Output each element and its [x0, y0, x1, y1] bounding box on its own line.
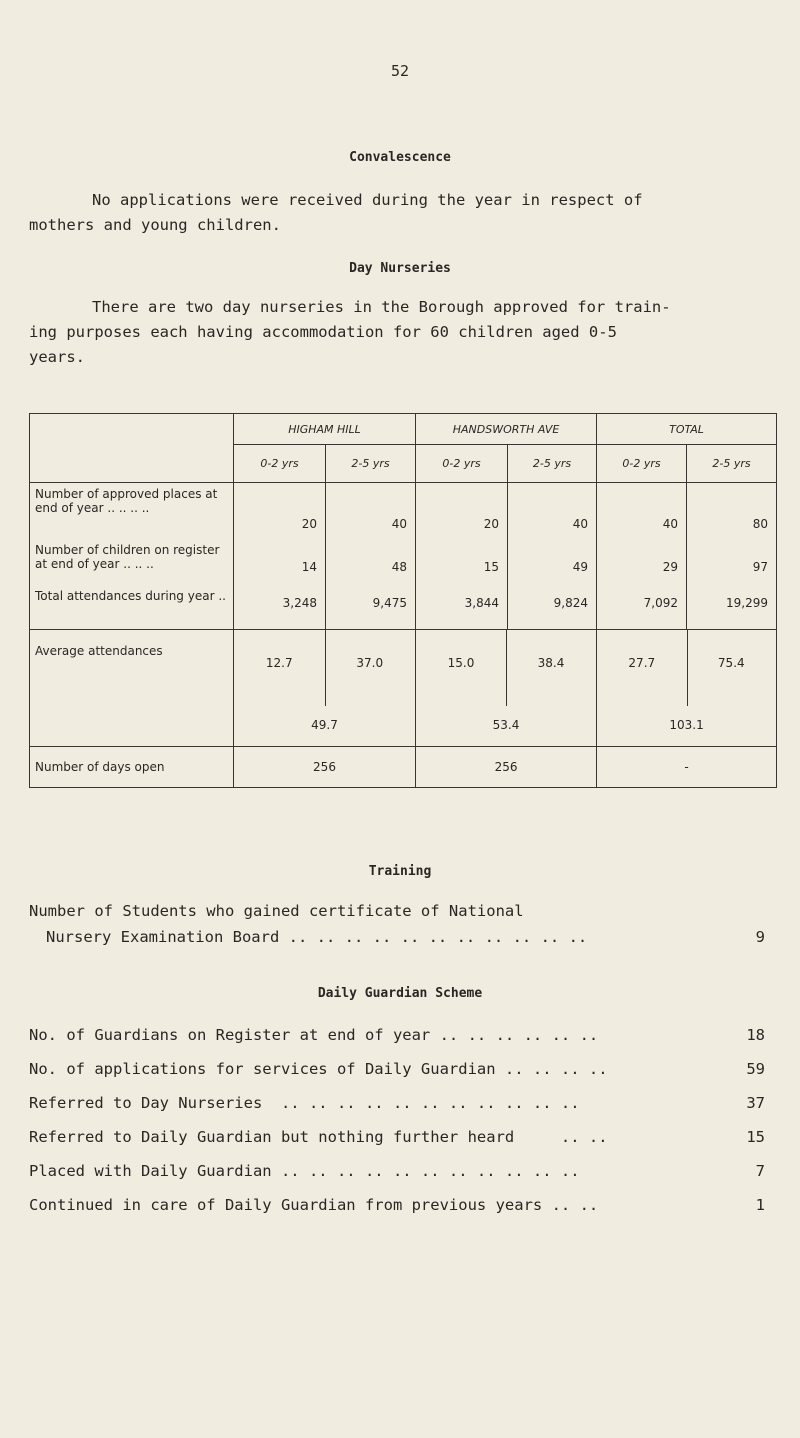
table-cell: 15 [483, 560, 500, 574]
table-cell: 20 [301, 517, 317, 531]
data-column [416, 483, 508, 630]
row-label-days-open: Number of days open [30, 747, 234, 788]
column-divider [506, 630, 507, 706]
table-cell: 14 [301, 560, 317, 574]
list-item-value: 1 [755, 1196, 765, 1214]
daily-guardian-heading: Daily Guardian Scheme [317, 986, 483, 1001]
list-item [29, 1128, 769, 1150]
list-item-label: No. of applications for services of Daily Guardian .. .. .. .. [29, 1060, 608, 1078]
training-value: 9 [755, 928, 765, 946]
training-heading: Training [368, 864, 432, 879]
table-cell: 12.7 [265, 656, 293, 670]
table-cell: 3,248 [282, 596, 317, 610]
table-header-row [30, 414, 777, 445]
page-number: 52 [390, 62, 410, 80]
table-cell: 15.0 [447, 656, 475, 670]
training-line-1 [29, 902, 769, 924]
convalescence-text [29, 188, 769, 238]
table-cell: - [597, 747, 777, 788]
table-cell: 9,475 [372, 596, 408, 610]
list-item [29, 1196, 769, 1218]
list-item-label: Referred to Day Nurseries .. .. .. .. .. .. .. .. .. .. .. [29, 1094, 580, 1112]
group-header-higham-hill: HIGHAM HILL [234, 414, 416, 445]
group-header-handsworth-ave: HANDSWORTH AVE [416, 414, 597, 445]
subheader-cell: 0-2 yrs [234, 445, 326, 483]
data-column [234, 483, 326, 630]
average-total-total: 103.1 [669, 718, 704, 732]
table-cell: 256 [234, 747, 416, 788]
data-column [508, 483, 597, 630]
convalescence-line-2: mothers and young children. [29, 216, 281, 234]
table-cell: 75.4 [717, 656, 745, 670]
table-cell: 48 [391, 560, 408, 574]
day-nurseries-table [29, 413, 777, 788]
data-column [326, 483, 416, 630]
list-item-value: 37 [746, 1094, 765, 1112]
list-item-value: 7 [755, 1162, 765, 1180]
day-nurseries-heading: Day Nurseries [349, 261, 451, 276]
list-item-label: Continued in care of Daily Guardian from previous years .. .. [29, 1196, 599, 1214]
table-cell: 37.0 [356, 656, 384, 670]
column-divider [687, 630, 688, 706]
subheader-cell: 0-2 yrs [416, 445, 508, 483]
table-cell: 97 [752, 560, 769, 574]
training-label-1: Number of Students who gained certificate of National [29, 902, 524, 920]
table-cell: 29 [662, 560, 679, 574]
table-corner-cell [30, 414, 234, 483]
table-row-days-open [30, 747, 777, 788]
list-item [29, 1060, 769, 1082]
subheader-cell: 2-5 yrs [508, 445, 597, 483]
table-cell: 256 [416, 747, 597, 788]
data-column [597, 483, 687, 630]
table-cell: 7,092 [643, 596, 679, 610]
row-label-total-attendances: Total attendances during year .. [35, 589, 226, 603]
table-cell: 49 [572, 560, 589, 574]
row-label-children-on-register: Number of children on register at end of year .. .. .. [35, 543, 220, 571]
table-row-counts [30, 483, 777, 630]
table-cell: 3,844 [464, 596, 500, 610]
table-cell: 9,824 [553, 596, 589, 610]
list-item-label: Referred to Daily Guardian but nothing further heard .. .. [29, 1128, 608, 1146]
column-divider [325, 630, 326, 706]
table-cell: 38.4 [537, 656, 565, 670]
table-cell: 40 [391, 517, 408, 531]
average-group-handsworth-ave [416, 630, 597, 747]
convalescence-line-1: No applications were received during the year in respect of [92, 191, 643, 209]
list-item-value: 15 [746, 1128, 765, 1146]
table-cell: 20 [483, 517, 500, 531]
row-label-approved-places: Number of approved places at end of year .. .. .. .. [35, 487, 218, 515]
group-header-total: TOTAL [597, 414, 777, 445]
training-label-2: Nursery Examination Board .. .. .. .. .. .. .. .. .. .. .. [46, 928, 588, 946]
list-item-value: 59 [746, 1060, 765, 1078]
day-nurseries-line-2: ing purposes each having accommodation for 60 children aged 0-5 [29, 323, 617, 341]
convalescence-heading: Convalescence [349, 150, 451, 165]
table-cell: 27.7 [628, 656, 656, 670]
subheader-cell: 2-5 yrs [687, 445, 777, 483]
list-item-label: No. of Guardians on Register at end of year .. .. .. .. .. .. [29, 1026, 599, 1044]
table-cell: 40 [662, 517, 679, 531]
average-group-higham-hill [234, 630, 416, 747]
list-item-label: Placed with Daily Guardian .. .. .. .. .. .. .. .. .. .. .. [29, 1162, 580, 1180]
training-line-2 [29, 928, 769, 950]
row-label-average-attendances: Average attendances [30, 630, 234, 747]
subheader-cell: 2-5 yrs [326, 445, 416, 483]
list-item [29, 1094, 769, 1116]
subheader-cell: 0-2 yrs [597, 445, 687, 483]
list-item-value: 18 [746, 1026, 765, 1044]
list-item [29, 1162, 769, 1184]
data-column [687, 483, 777, 630]
row-labels-cell [30, 483, 234, 630]
day-nurseries-line-1: There are two day nurseries in the Borough approved for train- [92, 298, 671, 316]
table-row-average [30, 630, 777, 747]
average-total-higham-hill: 49.7 [311, 718, 338, 732]
table-cell: 19,299 [726, 596, 769, 610]
day-nurseries-text [29, 295, 769, 370]
average-group-total [597, 630, 777, 747]
day-nurseries-line-3: years. [29, 348, 85, 366]
table-cell: 40 [572, 517, 589, 531]
average-total-handsworth-ave: 53.4 [492, 718, 520, 732]
table-cell: 80 [752, 517, 769, 531]
list-item [29, 1026, 769, 1048]
